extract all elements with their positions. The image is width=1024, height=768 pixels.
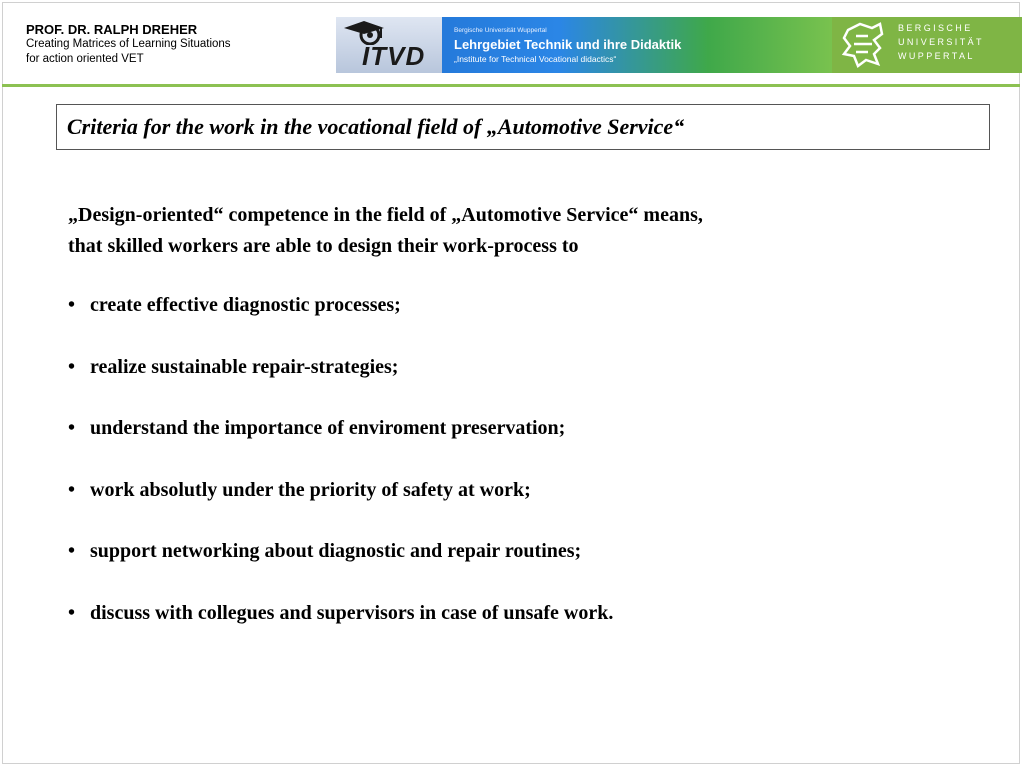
slide-title-box <box>56 104 990 150</box>
banner-title: Lehrgebiet Technik und ihre Didaktik <box>454 37 682 52</box>
intro-paragraph <box>68 200 928 262</box>
list-item-text: realize sustainable repair-strategies; <box>90 355 399 378</box>
list-item-text: discuss with collegues and supervisors in case of unsafe work. <box>90 601 614 624</box>
banner-subtitle: „Institute for Technical Vocational didactics“ <box>454 54 617 64</box>
itvd-logo-text: ITVD <box>362 41 426 71</box>
list-item <box>68 598 613 660</box>
list-item-text: work absolutly under the priority of safety at work; <box>90 478 531 501</box>
university-name-line-3: WUPPERTAL <box>898 51 975 61</box>
slide-title: Criteria for the work in the vocational field of „Automotive Service“ <box>67 114 685 139</box>
banner-university: Bergische Universität Wuppertal <box>454 27 547 34</box>
list-item <box>68 413 613 475</box>
header-divider <box>2 84 1020 87</box>
university-name-line-2: UNIVERSITÄT <box>898 37 984 47</box>
university-name-line-1: BERGISCHE <box>898 23 973 33</box>
list-item <box>68 475 613 537</box>
itvd-logo <box>336 17 442 73</box>
university-logo <box>832 17 1022 73</box>
list-item <box>68 352 613 414</box>
bullet-icon: • <box>68 294 76 316</box>
list-item-text: create effective diagnostic processes; <box>90 294 401 316</box>
bullet-icon: • <box>68 478 76 501</box>
bullet-icon: • <box>68 417 76 439</box>
list-item-text: support networking about diagnostic and repair routines; <box>90 540 582 562</box>
bullet-icon: • <box>68 601 76 624</box>
header-author-block <box>26 22 231 67</box>
bullet-icon: • <box>68 540 76 562</box>
subtitle-line-1: Creating Matrices of Learning Situations <box>26 38 231 50</box>
list-item <box>68 290 613 352</box>
university-name <box>898 21 984 63</box>
intro-line-1: „Design-oriented“ competence in the field of „Automotive Service“ means, <box>68 204 703 226</box>
heraldic-lion-icon <box>840 20 888 70</box>
list-item <box>68 536 613 598</box>
subtitle-line-2: for action oriented VET <box>26 53 144 65</box>
intro-line-2: that skilled workers are able to design their work-process to <box>68 235 579 257</box>
itvd-banner <box>336 17 832 73</box>
author-name: PROF. DR. RALPH DREHER <box>26 22 198 37</box>
bullet-icon: • <box>68 355 76 378</box>
criteria-list <box>68 290 613 659</box>
list-item-text: understand the importance of enviroment preservation; <box>90 417 566 439</box>
